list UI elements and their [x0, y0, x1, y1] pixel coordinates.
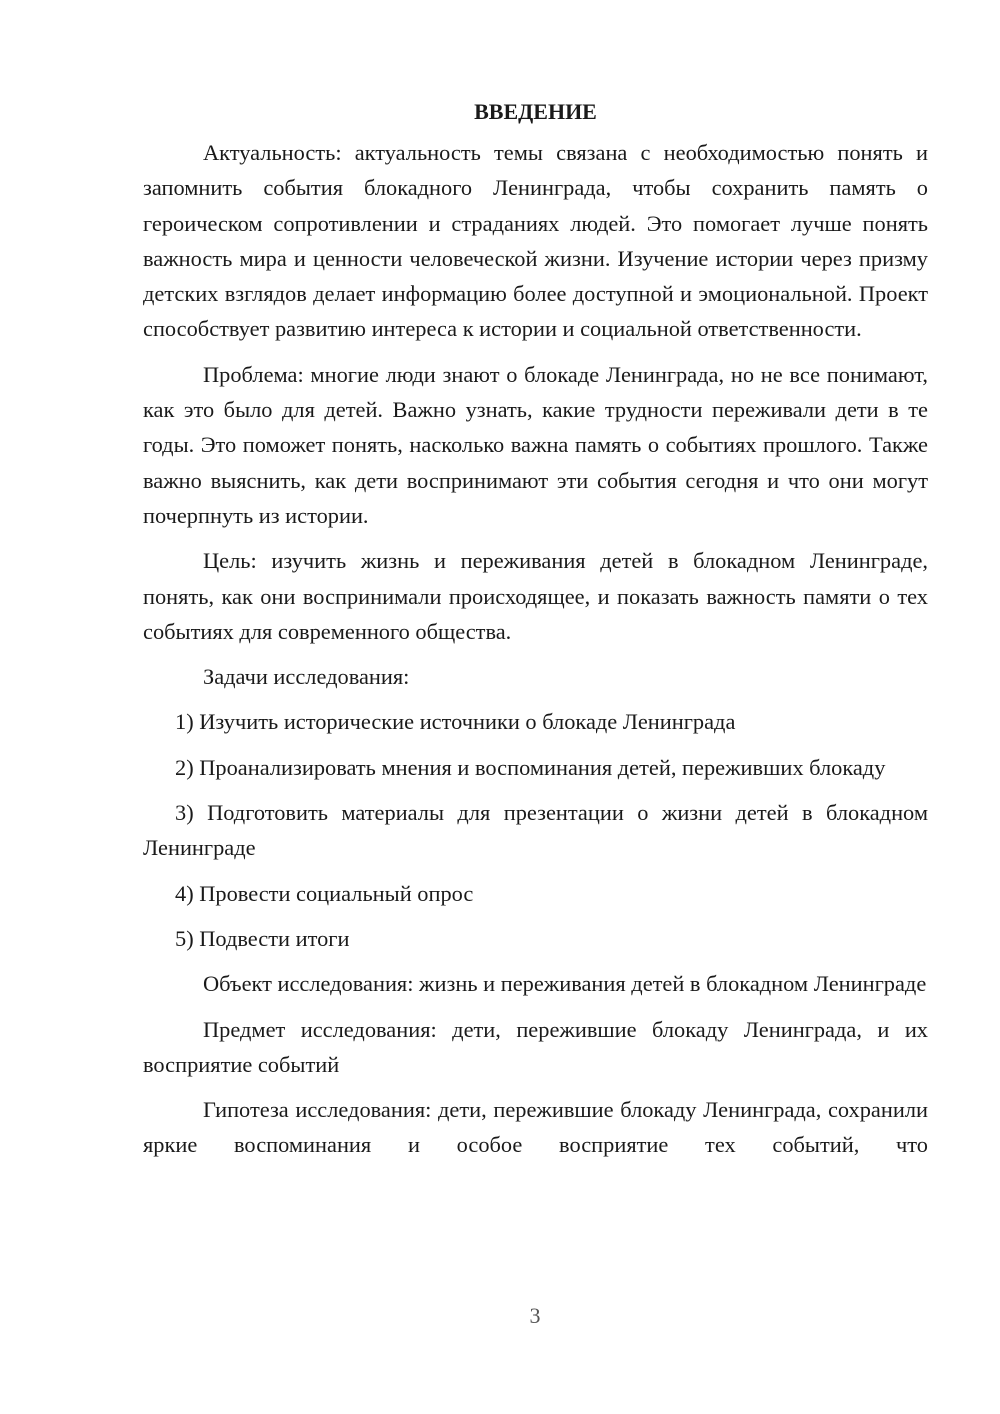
task-item-1: 1) Изучить исторические источники о блокаде Ленинграда	[175, 709, 736, 735]
section-title: ВВЕДЕНИЕ	[474, 99, 597, 124]
task-item-2: 2) Проанализировать мнения и воспоминания детей, переживших блокаду	[175, 754, 886, 780]
paragraph-hypothesis: Гипотеза исследования: дети, пережившие блокаду Ленинграда, сохранили яркие воспоминания и особое восприятие тех событий, что	[143, 1097, 928, 1158]
paragraph-subject: Предмет исследования: дети, пережившие блокаду Ленинграда, и их восприятие событий	[143, 1016, 928, 1077]
paragraph-relevance: Актуальность: актуальность темы связана с необходимостью понять и запомнить события блокадного Ленинграда, чтобы сохранить память о героическом сопротивлении и страданиях людей. Это помогает лучше понять важность мира и ценности человеческой жизни. Изучение истории через призму детских взглядов делает информацию более доступной и эмоциональной. Проект способствует развитию интереса к истории и социальной ответственности.	[143, 140, 928, 342]
task-item-3: 3) Подготовить материалы для презентации о жизни детей в блокадном Ленинграде	[143, 800, 928, 861]
tasks-heading: Задачи исследования:	[203, 664, 410, 690]
paragraph-problem: Проблема: многие люди знают о блокаде Ленинграда, но не все понимают, как это было для детей. Важно узнать, какие трудности переживали дети в те годы. Это поможет понять, насколько важна память о событиях прошлого. Также важно выяснить, как дети воспринимают эти события сегодня и что они могут почерпнуть из истории.	[143, 361, 928, 528]
task-item-5: 5) Подвести итоги	[175, 925, 350, 951]
task-item-4: 4) Провести социальный опрос	[175, 880, 474, 906]
document-page	[143, 94, 928, 1173]
page-number: 3	[529, 1303, 541, 1328]
paragraph-object: Объект исследования: жизнь и переживания детей в блокадном Ленинграде	[203, 971, 927, 997]
paragraph-goal: Цель: изучить жизнь и переживания детей в блокадном Ленинграде, понять, как они воспринимали происходящее, и показать важность памяти о тех событиях для современного общества.	[143, 548, 928, 644]
